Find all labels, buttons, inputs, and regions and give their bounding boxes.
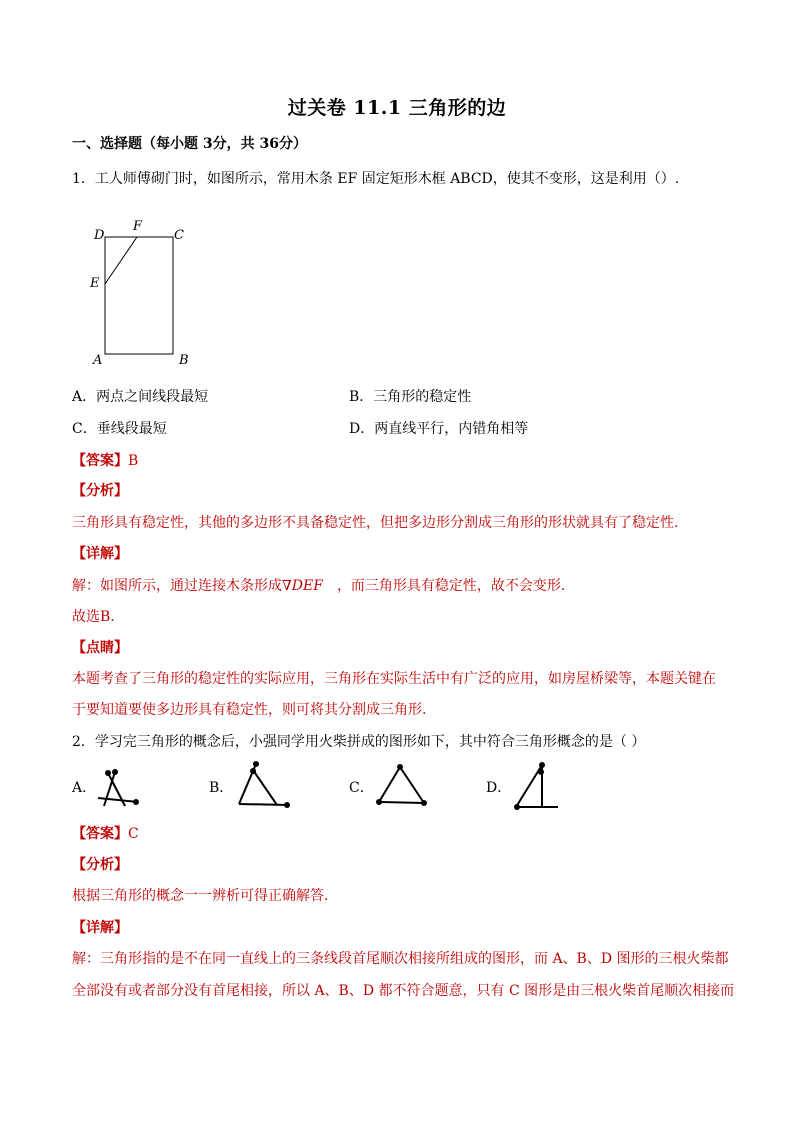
q2-figure-d [510,760,565,812]
q1-detail-post: ，而三角形具有稳定性，故不会变形. [336,578,566,594]
q1-comment-tag: 【点睛】 [72,640,128,656]
q2-stem: 2．学习完三角形的概念后，小强同学用火柴拼成的图形如下，其中符合三角形概念的是（ ） [72,734,646,750]
q1-answer [72,451,138,471]
label-d: D [94,228,105,243]
label-c: C [174,228,184,243]
q1-analysis-tag: 【分析】 [72,483,128,499]
q1-detail-symbol: ∇DEF [282,578,323,594]
brace-ef [105,237,137,284]
q2-figure-c [373,762,433,810]
q1-stem: 1．工人师傅砌门时，如图所示，常用木条 EF 固定矩形木框 ABCD，使其不变形，这是利用（）. [72,171,680,187]
answer-value: B [128,453,139,469]
q1-option-d: D．两直线平行，内错角相等 [349,421,529,437]
q1-detail-conclusion: 故选B. [72,609,115,625]
rectangle-abcd [105,237,173,354]
q2-detail-tag: 【详解】 [72,920,128,936]
q1-option-c: C．垂线段最短 [72,421,167,437]
label-a: A [93,353,103,368]
q2-detail-line1: 解：三角形指的是不在同一直线上的三条线段首尾顺次相接所组成的图形，而 A、B、D 图形的三根火柴都 [72,951,729,967]
q2-option-b-label: B． [209,780,234,796]
q2-option-c-label: C． [349,780,374,796]
label-e: E [90,276,100,291]
label-b: B [179,353,189,368]
q2-analysis: 根据三角形的概念一一辨析可得正确解答. [72,888,329,904]
q2-figure-a [94,762,144,812]
q1-detail-tag: 【详解】 [72,546,128,562]
q1-comment-line1: 本题考查了三角形的稳定性的实际应用，三角形在实际生活中有广泛的应用，如房屋桥梁等，本题关键在 [72,671,716,687]
answer-tag: 【答案】 [72,453,128,469]
q2-analysis-tag: 【分析】 [72,857,128,873]
q2-option-a-label: A． [72,780,97,796]
q2-option-d-label: D． [486,780,512,796]
q2-detail-line2: 全部没有或者部分没有首尾相接，所以 A、B、D 都不符合题意，只有 C 图形是由三根火柴首尾顺次相接而 [72,983,735,999]
q2-figure-b [234,760,294,810]
q1-comment-line2: 于要知道要使多边形具有稳定性，则可将其分割成三角形. [72,702,427,718]
label-f: F [133,219,143,234]
q1-option-b: B．三角形的稳定性 [349,389,472,405]
q2-answer [72,824,139,844]
q1-detail [72,576,565,596]
answer-value: C [128,826,139,842]
q1-option-a: A．两点之间线段最短 [72,389,209,405]
q1-rectangle-figure [85,215,195,370]
page-title: 过关卷 11.1 三角形的边 [287,97,507,119]
q1-analysis: 三角形具有稳定性，其他的多边形不具备稳定性，但把多边形分割成三角形的形状就具有了稳定性. [72,515,679,531]
answer-tag: 【答案】 [72,826,128,842]
section-heading: 一、选择题（每小题 3分，共 36分） [72,136,307,152]
q1-detail-pre: 解：如图所示，通过连接木条形成 [72,578,282,594]
